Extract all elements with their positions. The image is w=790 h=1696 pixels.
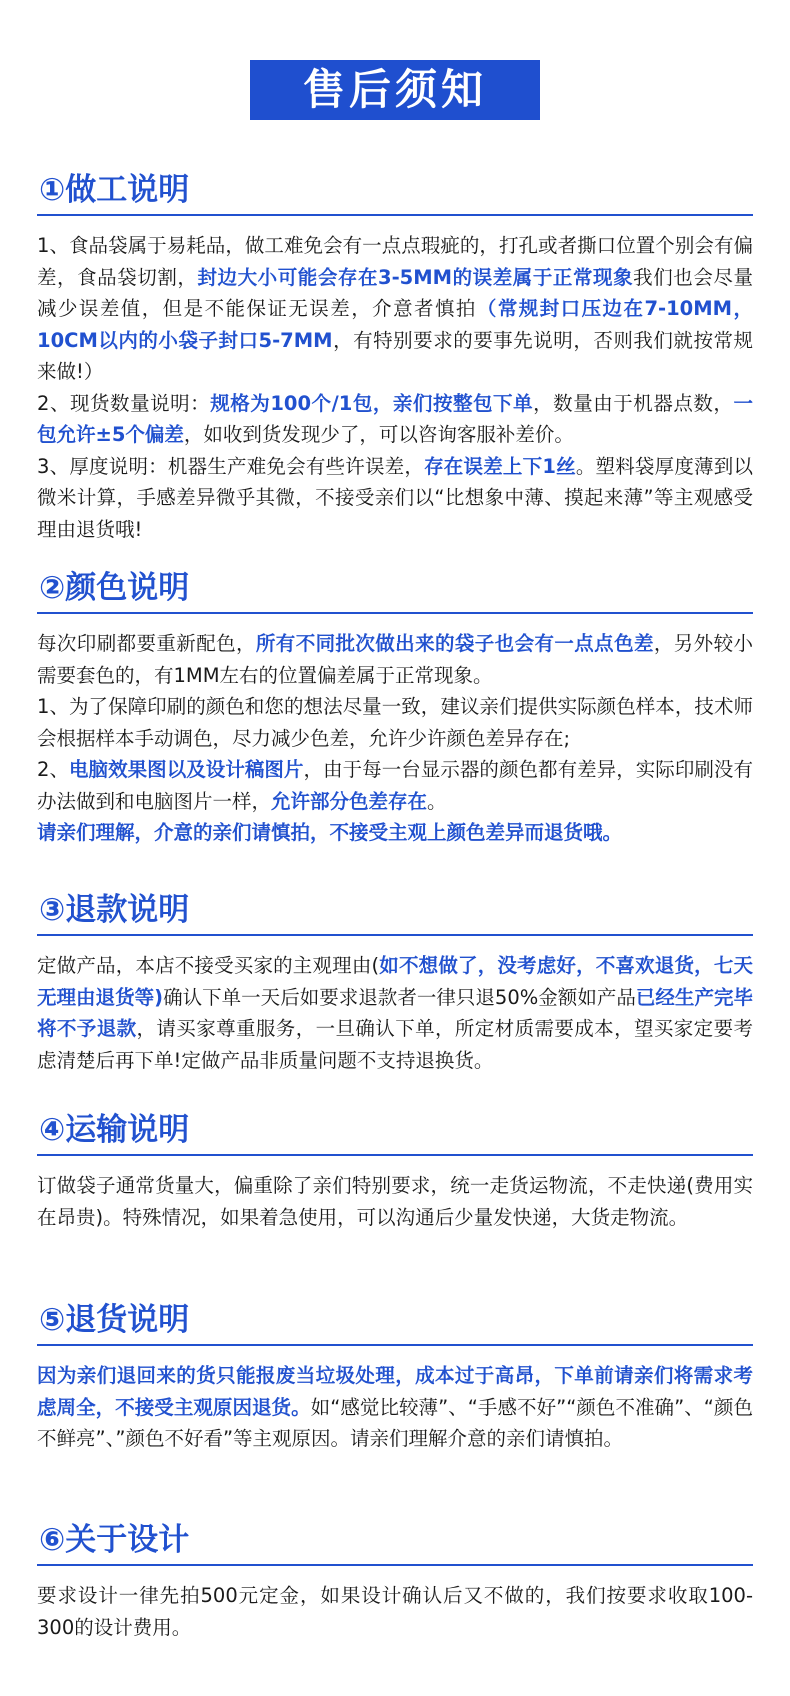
paragraph (37, 691, 753, 754)
text-run: ，另外较小需要套色的，有1MM左右的位置偏差属于正常现象。 (37, 632, 753, 687)
highlight-text: 因为亲们退回来的货只能报废当垃圾处理，成本过于高昂，下单前请亲们将需求考虑周全，不接受主观原因退货。 (37, 1364, 753, 1419)
text-run: 。 (427, 789, 447, 813)
section-returns (37, 1300, 753, 1455)
section-body (37, 230, 753, 545)
section-divider (37, 214, 753, 216)
text-run: 1、为了保障印刷的颜色和您的想法尽量一致，建议亲们提供实际颜色样本，技术师会根据样本手动调色，尽力减少色差，允许少许颜色差异存在; (37, 695, 753, 750)
section-refund (37, 890, 753, 1076)
section-divider (37, 1344, 753, 1346)
section-heading: ②颜色说明 (39, 570, 190, 606)
text-run: ，如收到货发现少了，可以咨询客服补差价。 (183, 423, 574, 446)
text-run: ，请买家尊重服务，一旦确认下单，所定材质需要成本，望买家定要考虑清楚后再下单!定做产品非质量问题不支持退换货。 (37, 1017, 753, 1072)
text-run: ，有特别要求的要事先说明，否则我们就按常规来做!） (37, 328, 753, 383)
text-run: 3、厚度说明：机器生产难免会有些许误差， (37, 454, 425, 478)
paragraph (37, 1360, 753, 1455)
highlight-text: 如不想做了，没考虑好，不喜欢退货，七天无理由退货等) (37, 954, 753, 1009)
text-run: ，由于每一台显示器的颜色都有差异，实际印刷没有办法做到和电脑图片一样， (37, 758, 753, 813)
section-body (37, 950, 753, 1076)
text-run: 订做袋子通常货量大，偏重除了亲们特别要求，统一走货运物流，不走快递(费用实在昂贵)。特殊情况，如果着急使用，可以沟通后少量发快递，大货走物流。 (37, 1174, 753, 1229)
text-run: ，数量由于机器点数， (533, 391, 734, 415)
section-shipping (37, 1110, 753, 1233)
highlight-text: 电脑效果图以及设计稿图片 (69, 758, 304, 781)
paragraph (37, 754, 753, 817)
paragraph (37, 230, 753, 388)
text-run: 要求设计一律先拍500元定金，如果设计确认后又不做的，我们按要求收取100- 300的设计费用。 (37, 1584, 753, 1639)
paragraph (37, 1170, 753, 1233)
section-body (37, 1170, 753, 1233)
text-run: 2、 (37, 758, 69, 781)
section-divider (37, 1154, 753, 1156)
highlight-text: （常规封口压边在7-10MM，10CM以内的小袋子封口5-7MM (37, 297, 753, 352)
text-run: 1、食品袋属于易耗品，做工难免会有一点点瑕疵的，打孔或者撕口位置个别会有偏差，食品袋切割， (37, 234, 753, 289)
highlight-text: 已经生产完毕将不予退款 (37, 985, 753, 1040)
page-title: 售后须知 (250, 60, 540, 120)
section-divider (37, 1564, 753, 1566)
text-run: 定做产品，本店不接受买家的主观理由( (37, 954, 380, 977)
paragraph (37, 950, 753, 1076)
paragraph (37, 388, 753, 451)
section-divider (37, 934, 753, 936)
section-heading: ⑤退货说明 (39, 1302, 190, 1338)
text-run: 。塑料袋厚度薄到以微米计算，手感差异微乎其微，不接受亲们以“比想象中薄、摸起来薄”等主观感受理由退货哦! (37, 454, 753, 541)
highlight-text: 封边大小可能会存在3-5MM的误差属于正常现象 (197, 265, 634, 289)
paragraph (37, 817, 753, 849)
highlight-text: 规格为100个/1包，亲们按整包下单 (210, 391, 534, 415)
text-run: 我们也会尽量减少误差值，但是不能保证无误差，介意者慎拍 (37, 265, 753, 320)
paragraph (37, 451, 753, 546)
highlight-text: 存在误差上下1丝 (424, 454, 576, 478)
text-run: 确认下单一天后如要求退款者一律只退50%金额如产品 (163, 985, 636, 1009)
highlight-text: 请亲们理解，介意的亲们请慎拍，不接受主观上颜色差异而退货哦。 (37, 821, 623, 844)
paragraph (37, 1580, 753, 1643)
section-heading: ①做工说明 (39, 172, 190, 208)
highlight-text: 允许部分色差存在 (271, 789, 428, 813)
section-heading: ③退款说明 (39, 892, 190, 928)
text-run: 如“感觉比较薄”、“手感不好”“颜色不准确”、“颜色不鲜亮”、”颜色不好看”等主观原因。请亲们理解介意的亲们请慎拍。 (37, 1395, 753, 1450)
section-color (37, 568, 753, 849)
section-heading: ⑥关于设计 (39, 1522, 190, 1558)
paragraph (37, 628, 753, 691)
text-run: 2、现货数量说明： (37, 391, 211, 415)
section-body (37, 628, 753, 849)
section-design (37, 1520, 753, 1643)
section-divider (37, 612, 753, 614)
section-workmanship (37, 170, 753, 545)
highlight-text: 一包允许±5个偏差 (37, 391, 753, 446)
text-run: 每次印刷都要重新配色， (37, 632, 256, 655)
section-body (37, 1580, 753, 1643)
section-heading: ④运输说明 (39, 1112, 190, 1148)
section-body (37, 1360, 753, 1455)
highlight-text: 所有不同批次做出来的袋子也会有一点点色差 (255, 632, 654, 655)
